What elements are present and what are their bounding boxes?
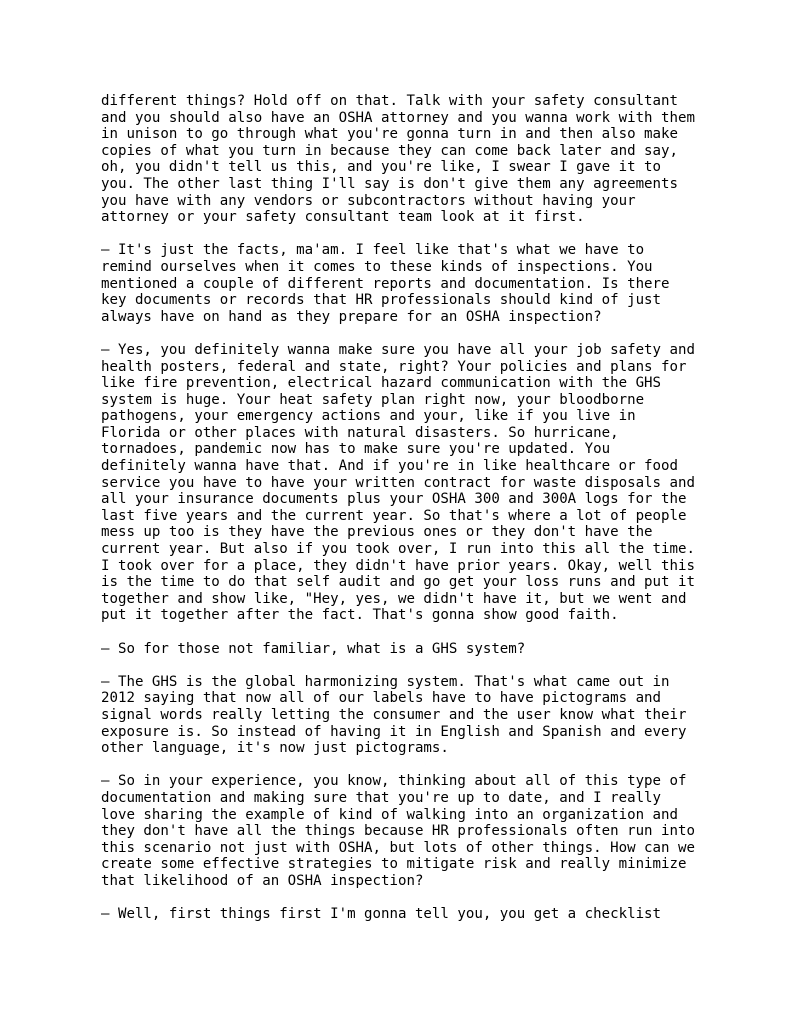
paragraph-1: different things? Hold off on that. Talk with your safety consultant and you should also have an OSHA attorney and you wanna work with them in unison to go through what you're gonna turn in and then also make copies of what you turn in because they can come back later and say, oh, you didn't tell us this, and you're like, I swear I gave it to you. The other last thing I'll say is don't give them any agreements you have with any vendors or subcontractors without having your attorney or your safety consultant team look at it first. [101, 93, 695, 226]
paragraph-2: – It's just the facts, ma'am. I feel like that's what we have to remind ourselves when it comes to these kinds of inspections. You mentioned a couple of different reports and documentation. Is there key documents or records that HR professionals should kind of just always have on hand as they prepare for an OSHA inspection? [101, 242, 670, 325]
paragraph-5: – The GHS is the global harmonizing system. That's what came out in 2012 saying that now all of our labels have to have pictograms and signal words really letting the consumer and the user know what their exposure is. So instead of having it in English and Spanish and every other language, it's now just pictograms. [101, 673, 687, 757]
paragraph-7: – Well, first things first I'm gonna tell you, you get a checklist [101, 906, 662, 923]
document-page [101, 93, 701, 939]
paragraph-4: – So for those not familiar, what is a GHS system? [101, 640, 526, 657]
paragraph-3: – Yes, you definitely wanna make sure you have all your job safety and health posters, federal and state, right? Your policies and plans for like fire prevention, electrical hazard communication with the GHS system is huge. Your heat safety plan right now, your bloodborne pathogens, your emergency actions and your, like if you live in Florida or other places with natural disasters. So hurricane, tornadoes, pandemic now has to make sure you're updated. You definitely wanna have that. And if you're in like healthcare or food service you have to have your written contract for waste disposals and all your insurance documents plus your OSHA 300 and 300A logs for the last five years and the current year. So that's where a lot of people mess up too is they have the previous ones or they don't have the current year. But also if you took over, I run into this all the time. I took over for a place, they didn't have prior years. Okay, well this is the time to do that self audit and go get your loss runs and put it together and show like, "Hey, yes, we didn't have it, but we went and put it together after the fact. That's gonna show good faith. [101, 341, 695, 624]
paragraph-6: – So in your experience, you know, thinking about all of this type of documentation and making sure that you're up to date, and I really love sharing the example of kind of walking into an organization and they don't have all the things because HR professionals often run into this scenario not just with OSHA, but lots of other things. How can we create some effective strategies to mitigate risk and really minimize that likelihood of an OSHA inspection? [101, 773, 695, 889]
